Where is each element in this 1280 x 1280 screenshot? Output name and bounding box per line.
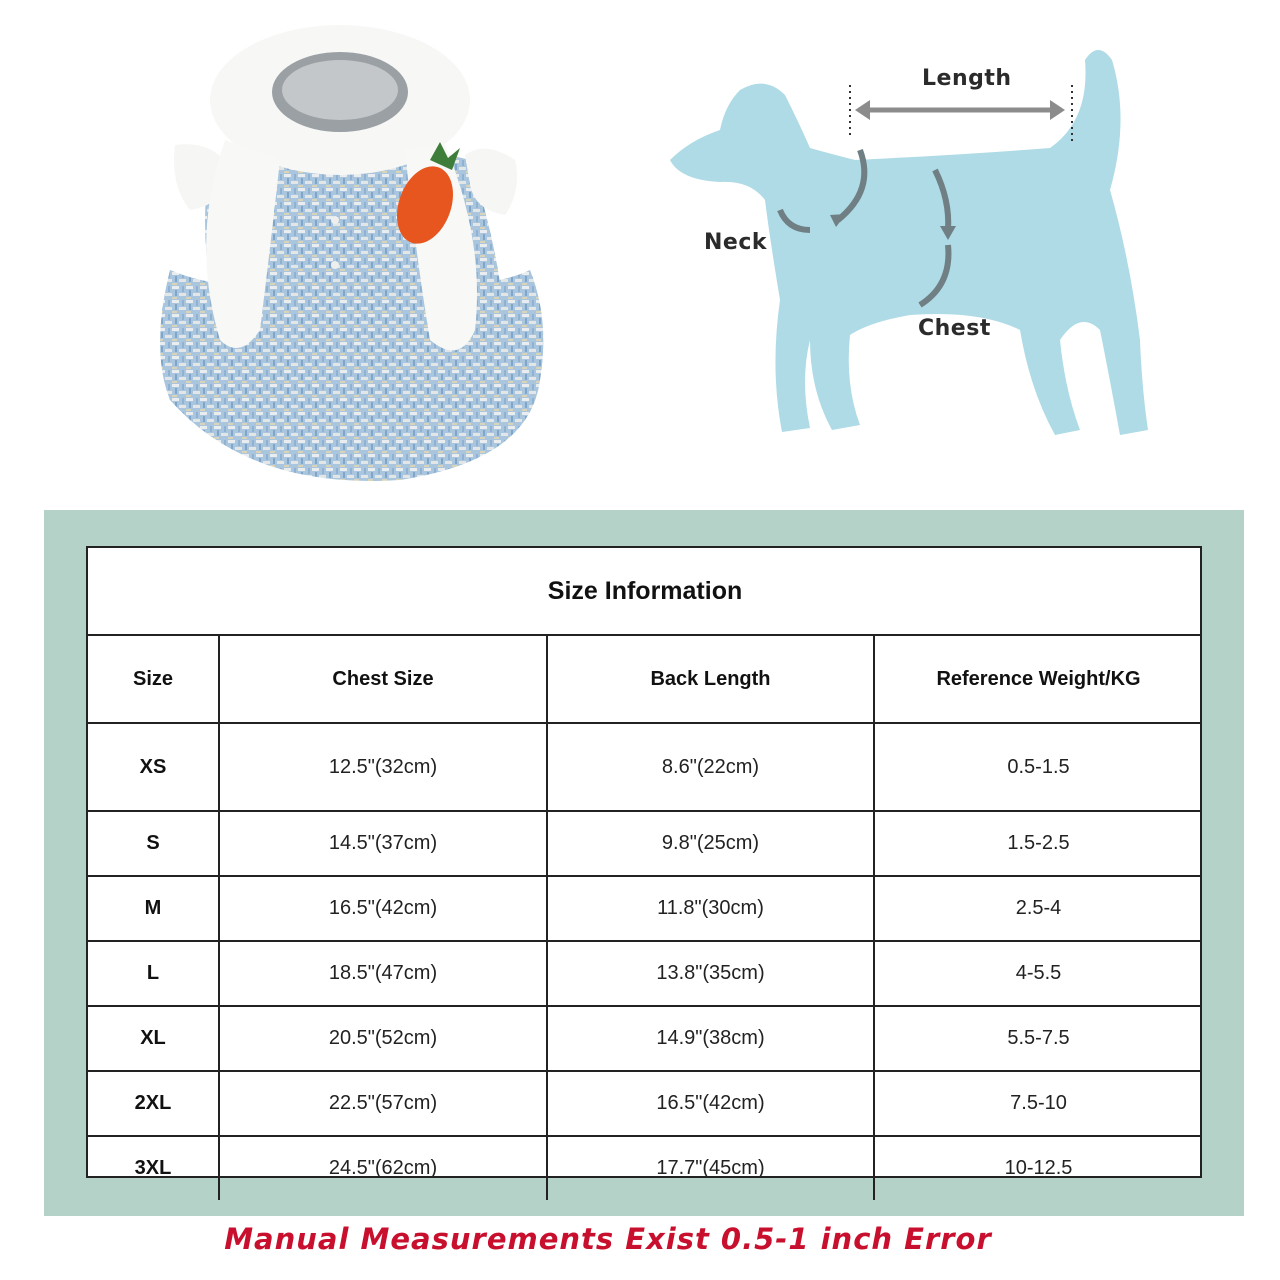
length-label: Length <box>922 66 1012 91</box>
size-cell: M <box>88 876 219 941</box>
column-header-size: Size <box>88 635 219 723</box>
table-row <box>88 723 1202 811</box>
size-table-card <box>86 546 1202 1178</box>
column-header-back: Back Length <box>547 635 874 723</box>
product-image <box>130 20 560 500</box>
size-cell: 2XL <box>88 1071 219 1136</box>
neck-label: Neck <box>704 230 768 255</box>
back-cell: 8.6"(22cm) <box>547 723 874 811</box>
back-cell: 11.8"(30cm) <box>547 876 874 941</box>
back-cell: 14.9"(38cm) <box>547 1006 874 1071</box>
chest-cell: 22.5"(57cm) <box>219 1071 547 1136</box>
table-row <box>88 1136 1202 1200</box>
chest-cell: 20.5"(52cm) <box>219 1006 547 1071</box>
back-cell: 16.5"(42cm) <box>547 1071 874 1136</box>
table-row <box>88 1071 1202 1136</box>
measurement-diagram <box>660 30 1160 450</box>
column-header-weight: Reference Weight/KG <box>874 635 1202 723</box>
back-cell: 13.8"(35cm) <box>547 941 874 1006</box>
measurement-disclaimer: Manual Measurements Exist 0.5-1 inch Error <box>224 1222 992 1256</box>
chest-cell: 14.5"(37cm) <box>219 811 547 876</box>
size-table-panel <box>44 510 1244 1216</box>
table-title: Size Information <box>88 548 1202 635</box>
weight-cell: 4-5.5 <box>874 941 1202 1006</box>
back-cell: 9.8"(25cm) <box>547 811 874 876</box>
column-header-chest: Chest Size <box>219 635 547 723</box>
size-cell: XL <box>88 1006 219 1071</box>
size-cell: XS <box>88 723 219 811</box>
back-cell: 17.7"(45cm) <box>547 1136 874 1200</box>
chest-cell: 12.5"(32cm) <box>219 723 547 811</box>
size-cell: L <box>88 941 219 1006</box>
chest-label: Chest <box>918 316 991 341</box>
chest-cell: 18.5"(47cm) <box>219 941 547 1006</box>
size-table <box>88 548 1202 1200</box>
chest-cell: 16.5"(42cm) <box>219 876 547 941</box>
table-row <box>88 876 1202 941</box>
weight-cell: 7.5-10 <box>874 1071 1202 1136</box>
table-row <box>88 941 1202 1006</box>
chest-cell: 24.5"(62cm) <box>219 1136 547 1200</box>
weight-cell: 2.5-4 <box>874 876 1202 941</box>
table-row <box>88 811 1202 876</box>
weight-cell: 10-12.5 <box>874 1136 1202 1200</box>
weight-cell: 0.5-1.5 <box>874 723 1202 811</box>
weight-cell: 5.5-7.5 <box>874 1006 1202 1071</box>
weight-cell: 1.5-2.5 <box>874 811 1202 876</box>
table-row <box>88 1006 1202 1071</box>
size-cell: S <box>88 811 219 876</box>
size-cell: 3XL <box>88 1136 219 1200</box>
